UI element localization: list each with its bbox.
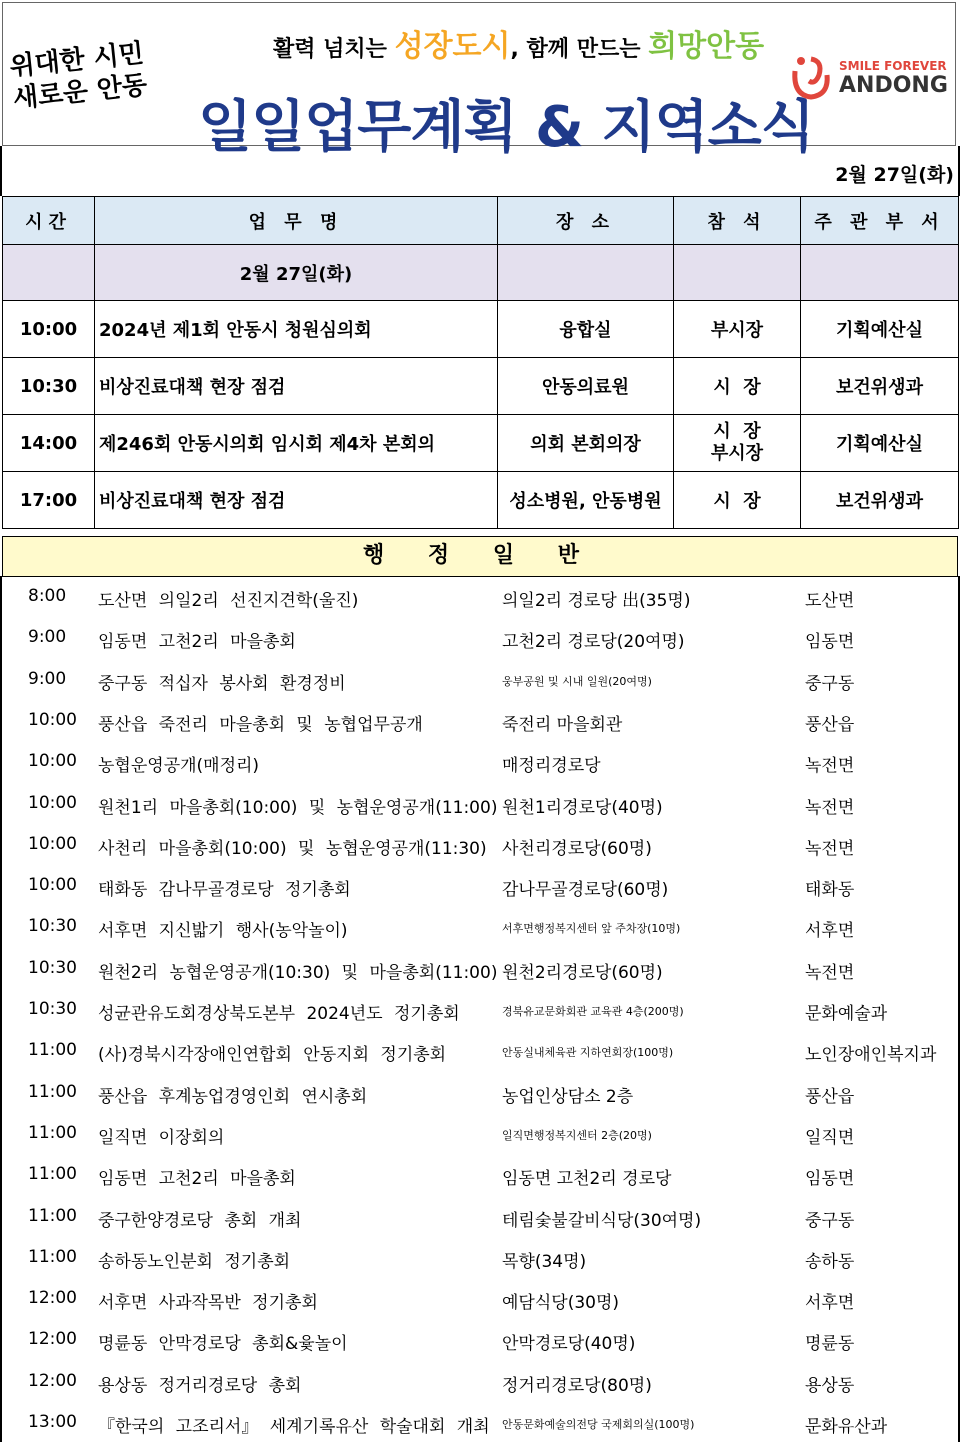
brand-tagline: SMILE FOREVER — [839, 59, 947, 73]
item-dept: 서후면 — [805, 921, 855, 942]
row-name: 제246회 안동시의회 임시회 제4차 본회의 — [95, 415, 498, 472]
col-time: 시간 — [3, 197, 95, 245]
item-time: 10:00 — [28, 833, 77, 854]
row-attend-line1: 시 장 — [713, 421, 761, 442]
row-attend: 부시장 — [674, 301, 801, 358]
top-slogan — [273, 21, 764, 65]
item-name: 중구한양경로당 총회 개최 — [98, 1210, 302, 1231]
list-item — [2, 1402, 958, 1443]
item-dept: 일직면 — [805, 1127, 855, 1148]
list-item — [2, 1030, 958, 1071]
item-time: 13:00 — [28, 1412, 77, 1432]
row-place: 융합실 — [498, 301, 674, 358]
item-time: 9:00 — [28, 668, 67, 689]
item-dept: 송하동 — [805, 1251, 855, 1272]
list-item — [2, 1237, 958, 1278]
slogan-highlight2: 희망안동 — [648, 29, 765, 64]
left-slogan — [8, 35, 174, 115]
row-time: 14:00 — [3, 415, 95, 472]
item-dept: 녹전면 — [805, 756, 855, 777]
schedule-date: 2월 27일(화) — [95, 245, 498, 301]
left-slogan-line2: 새로운 안동 — [11, 70, 149, 115]
slogan-highlight1: 성장도시 — [394, 29, 511, 64]
row-dept: 기획예산실 — [801, 415, 959, 472]
item-name: 농협운영공개(매정리) — [98, 756, 260, 777]
item-time: 11:00 — [28, 1246, 77, 1267]
row-name: 비상진료대책 현장 점검 — [95, 358, 498, 415]
col-attend: 참 석 — [674, 197, 801, 245]
item-time: 11:00 — [28, 1040, 77, 1061]
item-place: 의일2리 경로당 出(35명) — [502, 591, 691, 611]
item-place: 정거리경로당(80명) — [502, 1375, 652, 1396]
item-dept: 임동면 — [805, 632, 855, 653]
row-time: 10:00 — [3, 301, 95, 358]
item-time: 10:00 — [28, 792, 77, 813]
item-time: 9:00 — [28, 627, 67, 648]
item-time: 10:00 — [28, 751, 77, 772]
list-item — [2, 617, 958, 658]
list-item — [2, 824, 958, 865]
item-place: 감나무골경로당(60명) — [502, 880, 669, 901]
list-item — [2, 576, 958, 617]
item-place: 원천1리경로당(40명) — [502, 797, 663, 818]
item-name: 중구동 적십자 봉사회 환경정비 — [98, 673, 346, 694]
smile-logo-icon — [789, 51, 833, 103]
row-place: 안동의료원 — [498, 358, 674, 415]
row-place: 의회 본회의장 — [498, 415, 674, 472]
item-name: 원천2리 농협운영공개(10:30) 및 마을총회(11:00) — [98, 962, 498, 983]
date-row — [0, 146, 960, 196]
item-place: 안동실내체육관 지하연회장(100명) — [502, 1046, 674, 1060]
list-item — [2, 741, 958, 782]
item-place: 일직면행정복지센터 2층(20명) — [502, 1128, 652, 1142]
schedule-table — [2, 196, 959, 529]
header-banner — [2, 2, 956, 160]
item-name: 명륜동 안막경로당 총회&윷놀이 — [98, 1334, 348, 1355]
item-name: 『한국의 고조리서』 세계기록유산 학술대회 개최 — [98, 1417, 490, 1437]
item-dept: 녹전면 — [805, 838, 855, 859]
item-name: 서후면 지신밟기 행사(농악놀이) — [98, 921, 348, 942]
item-place: 웅부공원 및 시내 일원(20여명) — [502, 674, 652, 688]
item-time: 10:00 — [28, 709, 77, 730]
item-place: 테림숯불갈비식당(30여명) — [502, 1210, 702, 1231]
row-name: 비상진료대책 현장 점검 — [95, 472, 498, 529]
table-row — [3, 472, 959, 529]
item-name: (사)경북시각장애인연합회 안동지회 정기총회 — [98, 1045, 447, 1066]
item-place: 안동문화예술의전당 국제회의실(100명) — [502, 1418, 695, 1431]
item-dept: 노인장애인복지과 — [805, 1045, 937, 1066]
item-place: 안막경로당(40명) — [502, 1334, 636, 1355]
item-time: 8:00 — [28, 586, 67, 606]
col-name: 업 무 명 — [95, 197, 498, 245]
item-time: 12:00 — [28, 1329, 77, 1350]
item-dept: 녹전면 — [805, 797, 855, 818]
item-dept: 풍산읍 — [805, 1086, 855, 1107]
item-time: 10:00 — [28, 875, 77, 896]
item-name: 풍산읍 죽전리 마을총회 및 농협업무공개 — [98, 714, 423, 735]
slogan-part2: , 함께 만드는 — [510, 37, 649, 62]
brand-logo — [789, 47, 949, 107]
row-attend: 시 장 — [674, 358, 801, 415]
item-name: 일직면 이장회의 — [98, 1127, 225, 1148]
item-place: 예담식당(30명) — [502, 1293, 620, 1314]
item-dept: 도산면 — [805, 591, 855, 611]
table-row — [3, 358, 959, 415]
slogan-part1: 활력 넘치는 — [273, 37, 395, 62]
item-place: 사천리경로당(60명) — [502, 838, 652, 859]
item-dept: 녹전면 — [805, 962, 855, 983]
item-place: 원천2리경로당(60명) — [502, 962, 663, 983]
item-name: 도산면 의일2리 선진지견학(울진) — [98, 591, 359, 611]
item-place: 농업인상담소 2층 — [502, 1086, 634, 1107]
section-title: 행 정 일 반 — [2, 536, 958, 577]
item-time: 12:00 — [28, 1288, 77, 1309]
item-name: 태화동 감나무골경로당 정기총회 — [98, 880, 351, 901]
item-time: 11:00 — [28, 1205, 77, 1226]
left-slogan-line1: 위대한 시민 — [8, 38, 146, 83]
col-dept: 주 관 부 서 — [801, 197, 959, 245]
item-place: 서후면행정복지센터 앞 주차장(10명) — [502, 922, 681, 936]
item-time: 11:00 — [28, 1164, 77, 1185]
item-time: 10:30 — [28, 916, 77, 937]
item-dept: 서후면 — [805, 1293, 855, 1314]
item-time: 12:00 — [28, 1370, 77, 1391]
schedule-date-row — [3, 245, 959, 301]
list-item — [2, 865, 958, 906]
list-item — [2, 700, 958, 741]
col-place: 장 소 — [498, 197, 674, 245]
item-dept: 문화유산과 — [805, 1417, 888, 1437]
item-name: 풍산읍 후계농업경영인회 연시총회 — [98, 1086, 368, 1107]
row-place: 성소병원, 안동병원 — [498, 472, 674, 529]
list-item — [2, 1196, 958, 1237]
item-dept: 명륜동 — [805, 1334, 855, 1355]
item-time: 11:00 — [28, 1081, 77, 1102]
list-item — [2, 1278, 958, 1319]
item-time: 10:30 — [28, 957, 77, 978]
row-time: 10:30 — [3, 358, 95, 415]
list-item — [2, 948, 958, 989]
item-place: 매정리경로당 — [502, 756, 601, 777]
item-dept: 용상동 — [805, 1375, 855, 1396]
page-title: 일일업무계획 & 지역소식 — [198, 95, 814, 160]
list-item — [2, 989, 958, 1030]
row-attend — [674, 415, 801, 472]
brand-name: ANDONG — [839, 73, 948, 98]
row-dept: 기획예산실 — [801, 301, 959, 358]
item-place: 고천2리 경로당(20여명) — [502, 632, 685, 653]
schedule-header-row — [3, 197, 959, 245]
list-item — [2, 659, 958, 700]
item-name: 임동면 고천2리 마을총회 — [98, 632, 296, 653]
list-item — [2, 1113, 958, 1154]
row-attend: 시 장 — [674, 472, 801, 529]
item-dept: 풍산읍 — [805, 714, 855, 735]
item-time: 10:30 — [28, 999, 77, 1019]
item-dept: 중구동 — [805, 673, 855, 694]
row-dept: 보건위생과 — [801, 358, 959, 415]
list-item — [2, 1319, 958, 1360]
row-name: 2024년 제1회 안동시 청원심의회 — [95, 301, 498, 358]
item-name: 임동면 고천2리 마을총회 — [98, 1169, 296, 1190]
item-name: 원천1리 마을총회(10:00) 및 농협운영공개(11:00) — [98, 797, 498, 818]
item-dept: 문화예술과 — [805, 1004, 888, 1024]
item-dept: 임동면 — [805, 1169, 855, 1190]
item-name: 용상동 정거리경로당 총회 — [98, 1375, 302, 1396]
row-time: 17:00 — [3, 472, 95, 529]
item-dept: 태화동 — [805, 880, 855, 901]
item-dept: 중구동 — [805, 1210, 855, 1231]
list-item — [2, 1072, 958, 1113]
item-name: 서후면 사과작목반 정기총회 — [98, 1293, 318, 1314]
list-item — [2, 1154, 958, 1195]
item-name: 성균관유도회경상북도본부 2024년도 정기총회 — [98, 1004, 460, 1024]
item-place: 죽전리 마을회관 — [502, 714, 623, 735]
list-item — [2, 906, 958, 947]
item-time: 11:00 — [28, 1122, 77, 1143]
item-place: 목향(34명) — [502, 1251, 587, 1272]
row-dept: 보건위생과 — [801, 472, 959, 529]
item-place: 경북유교문화회관 교육관 4층(200명) — [502, 1005, 684, 1018]
list-item — [2, 783, 958, 824]
item-name: 송하동노인분회 정기총회 — [98, 1251, 291, 1272]
item-name: 사천리 마을총회(10:00) 및 농협운영공개(11:30) — [98, 838, 487, 859]
general-list — [0, 576, 960, 1442]
item-place: 임동면 고천2리 경로당 — [502, 1169, 672, 1190]
date-label: 2월 27일(화) — [835, 164, 954, 186]
table-row — [3, 415, 959, 472]
table-row — [3, 301, 959, 358]
list-item — [2, 1361, 958, 1402]
row-attend-line2: 부시장 — [710, 443, 764, 464]
